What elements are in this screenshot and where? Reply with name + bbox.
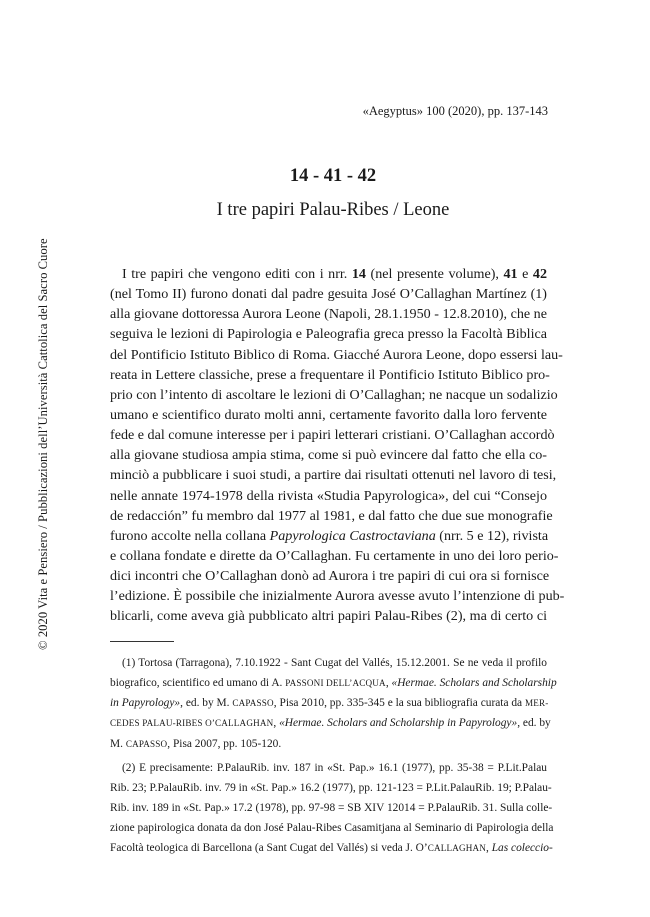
body-line: I tre papiri che vengono editi con i nrr. 14 (nel presente volume), 41 e 42 [122, 266, 548, 282]
body-line: dici incontri che O’Callaghan donò ad Aurora i tre papiri di cui ora si fornisce [110, 568, 550, 585]
article-number: 14 - 41 - 42 [289, 166, 377, 186]
body-line: alla giovane studiosa ampia stima, come si può evincere dal fatto che ella co- [110, 447, 547, 464]
body-line: blicarli, come aveva già pubblicato altri papiri Palau-Ribes (2), ma di certo ci [110, 608, 547, 625]
footnotes [110, 655, 557, 860]
body-line: furono accolte nella collana Papyrologica Castroctaviana (nrr. 5 e 12), rivista [110, 527, 549, 544]
footnote-line: biografico, scientifico ed umano di A. PASSONI DELL’ACQUA, «Hermae. Scholars and Scholarship [110, 677, 557, 690]
copyright-side-note: © 2020 Vita e Pensiero / Pubblicazioni dell’Università Cattolica del Sacro Cuore [36, 238, 50, 650]
footnote-line: (1) Tortosa (Tarragona), 7.10.1922 - Sant Cugat del Vallés, 15.12.2001. Se ne veda il profilo [122, 657, 547, 669]
body-line: seguiva le lezioni di Papirologia e Paleografia greca presso la Facoltà Biblica [110, 326, 547, 343]
journal-reference: «Aegyptus» 100 (2020), pp. 137-143 [362, 104, 548, 118]
footnote-line: Rib. inv. 189 in «St. Pap.» 17.2 (1978), pp. 97-98 = SB XIV 12014 = P.PalauRib. 31. Sulla colle- [110, 801, 553, 814]
footnote-2 [110, 760, 554, 861]
footnote-line: Facoltà teologica di Barcellona (a Sant Cugat del Vallés) si veda J. O’CALLAGHAN, Las coleccio- [110, 842, 553, 855]
body-line: nelle annate 1974-1978 della rivista «Studia Papyrologica», del cui “Consejo [110, 487, 547, 504]
footnote-line: CEDES PALAU-RIBES O’CALLAGHAN, «Hermae. Scholars and Scholarship in Papyrology», ed. by [110, 717, 551, 730]
body-line: reata in Lettere classiche, prese a frequentare il Pontificio Istituto Biblico pro- [110, 366, 550, 383]
footnote-line: in Papyrology», ed. by M. CAPASSO, Pisa 2010, pp. 335-345 e la sua bibliografia curata da MER- [110, 697, 549, 710]
article-title: I tre papiri Palau-Ribes / Leone [216, 200, 450, 220]
footnote-line: (2) E precisamente: P.PalauRib. inv. 187 in «St. Pap.» 16.1 (1977), pp. 35-38 = P.Lit.Palau [122, 761, 547, 774]
footnote-line: M. CAPASSO, Pisa 2007, pp. 105-120. [110, 737, 282, 750]
footnote-line: Rib. 23; P.PalauRib. inv. 79 in «St. Pap.» 16.2 (1977), pp. 121-123 = P.Lit.PalauRib. 19; P.Palau- [110, 781, 552, 794]
footnote-line: zione papirologica donata da don José Palau-Ribes Casamitjana al Seminario di Papirologia della [110, 822, 554, 835]
body-line: minciò a pubblicare i suoi studi, a partire dai risultati ottenuti nel lavoro di tesi, [110, 467, 557, 484]
footnote-1 [110, 655, 557, 756]
body-line: alla giovane dottoressa Aurora Leone (Napoli, 28.1.1950 - 12.8.2010), che ne [110, 306, 547, 323]
body-line: del Pontificio Istituto Biblico di Roma. Giacché Aurora Leone, dopo essersi lau- [110, 346, 563, 363]
body-line: (nel Tomo II) furono donati dal padre gesuita José O’Callaghan Martínez (1) [110, 286, 547, 303]
body-line: prio con l’intento di ascoltare le lezioni di O’Callaghan; ne nacque un sodalizio [110, 386, 558, 403]
body-line: e collana fondate e dirette da O’Callaghan. Fu certamente in uno dei loro perio- [110, 547, 559, 564]
body-text [110, 264, 565, 627]
body-line: de redacción” fu membro dal 1977 al 1981, e dal fatto che due sue monografie [110, 507, 553, 524]
footnote-separator [110, 641, 174, 642]
body-line: umano e scientifico durato molti anni, certamente favorito dalla loro fervente [110, 406, 547, 423]
body-line: fede e dal comune interesse per i papiri letterari cristiani. O’Callaghan accordò [110, 427, 555, 444]
body-line: l’edizione. È possibile che inizialmente Aurora avesse avuto l’intenzione di pub- [110, 588, 565, 605]
